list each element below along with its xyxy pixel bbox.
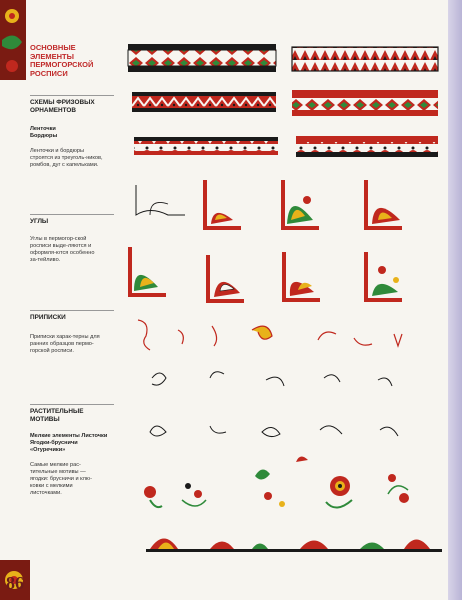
plants-text: Самые мелкие рас-тительные мотивы — ягодки: брусничи и клю-ковки с мелкими листочками. [30, 462, 92, 496]
corners-text: Углы в пермогор-ской росписи выде-ляются и оформля-ются особенно за-тейливо. [30, 235, 95, 263]
section-title: ОСНОВНЫЕ ЭЛЕМЕНТЫ ПЕРМОГОРСКОЙ РОСПИСИ [30, 43, 94, 78]
plant-line-art [150, 426, 398, 437]
frieze-2 [132, 90, 438, 116]
friezes-label: Ленточки Бордюры [30, 126, 58, 139]
plants-label: Мелкие элементы Листочки Ягодки-брусничи «Огуречики» [30, 433, 108, 453]
corners-row-2 [130, 247, 402, 301]
friezes-heading: СХЕМЫ ФРИЗОВЫХ ОРНАМЕНТОВ [30, 99, 95, 114]
bottom-band [146, 539, 442, 553]
pripiski-heading: ПРИПИСКИ [30, 314, 66, 321]
friezes-text: Ленточки и бордюры строятся из треуголь-ников, ромбов, дуг с капельками. [30, 148, 103, 168]
frieze-1 [128, 44, 438, 72]
pripiski-elements [138, 320, 402, 350]
page-number: 86 [6, 573, 24, 593]
corners-row-1 [136, 180, 402, 228]
plants-heading: РАСТИТЕЛЬНЫЕ МОТИВЫ [30, 408, 84, 423]
frieze-3 [134, 136, 438, 157]
corners-heading: УГЛЫ [30, 218, 49, 225]
pripiski-elements-2 [152, 372, 392, 386]
pripiski-text: Приписки харак-терны для ранних образцов пермо-горской росписи. [30, 333, 100, 354]
plant-motifs [144, 456, 409, 507]
